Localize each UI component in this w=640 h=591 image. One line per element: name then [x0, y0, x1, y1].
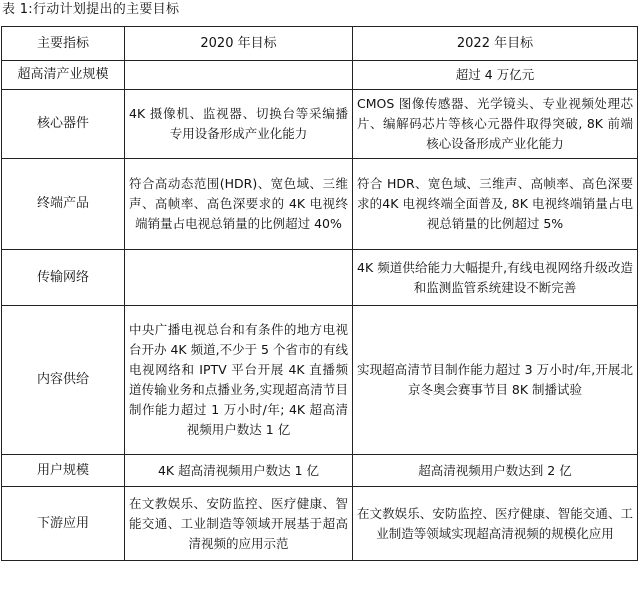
- table-row: [2, 90, 638, 159]
- row-label: 内容供给: [2, 306, 125, 455]
- goal-2020-cell: 在文教娱乐、安防监控、医疗健康、智能交通、工业制造等领域开展基于超高清视频的应用示范: [125, 487, 353, 561]
- table-header-row: [2, 27, 638, 61]
- goal-2022-cell: 在文教娱乐、安防监控、医疗健康、智能交通、工业制造等领域实现超高清视频的规模化应用: [353, 487, 638, 561]
- row-label: 传输网络: [2, 250, 125, 306]
- goal-2020-cell: 4K 摄像机、监视器、切换台等采编播专用设备形成产业化能力: [125, 90, 353, 159]
- header-indicator: 主要指标: [2, 27, 125, 61]
- goal-2020-cell: 4K 超高清视频用户数达 1 亿: [125, 455, 353, 487]
- table-row: [2, 487, 638, 561]
- goal-2022-cell: 超过 4 万亿元: [353, 61, 638, 90]
- goal-2022-cell: CMOS 图像传感器、光学镜头、专业视频处理芯片、编解码芯片等核心元器件取得突破, 8K 前端核心设备形成产业化能力: [353, 90, 638, 159]
- goal-2022-cell: 超高清视频用户数达到 2 亿: [353, 455, 638, 487]
- table-row: [2, 455, 638, 487]
- header-2020: 2020 年目标: [125, 27, 353, 61]
- goal-2020-cell: 符合高动态范围(HDR)、宽色域、三维声、高帧率、高色深要求的 4K 电视终端销量占电视总销量的比例超过 40%: [125, 159, 353, 250]
- goal-2020-cell: 中央广播电视总台和有条件的地方电视台开办 4K 频道,不少于 5 个省市的有线电视网络和 IPTV 平台开展 4K 直播频道传输业务和点播业务,实现超高清节目制作能力超过 1 万小时/年; 4K 超高清视频用户数达 1 亿: [125, 306, 353, 455]
- table-row: [2, 250, 638, 306]
- row-label: 核心器件: [2, 90, 125, 159]
- header-2022: 2022 年目标: [353, 27, 638, 61]
- goal-2022-cell: 符合 HDR、宽色域、三维声、高帧率、高色深要求的4K 电视终端全面普及, 8K 电视终端销量占电视总销量的比例超过 5%: [353, 159, 638, 250]
- table-row: [2, 306, 638, 455]
- goal-2022-cell: 4K 频道供给能力大幅提升,有线电视网络升级改造和监测监管系统建设不断完善: [353, 250, 638, 306]
- table-row: [2, 61, 638, 90]
- row-label: 用户规模: [2, 455, 125, 487]
- goal-2020-cell: [125, 61, 353, 90]
- table-row: [2, 159, 638, 250]
- row-label: 超高清产业规模: [2, 61, 125, 90]
- goals-table: [1, 26, 638, 561]
- table-caption: 表 1:行动计划提出的主要目标: [2, 2, 180, 17]
- row-label: 终端产品: [2, 159, 125, 250]
- goal-2020-cell: [125, 250, 353, 306]
- goal-2022-cell: 实现超高清节目制作能力超过 3 万小时/年,开展北京冬奥会赛事节目 8K 制播试验: [353, 306, 638, 455]
- row-label: 下游应用: [2, 487, 125, 561]
